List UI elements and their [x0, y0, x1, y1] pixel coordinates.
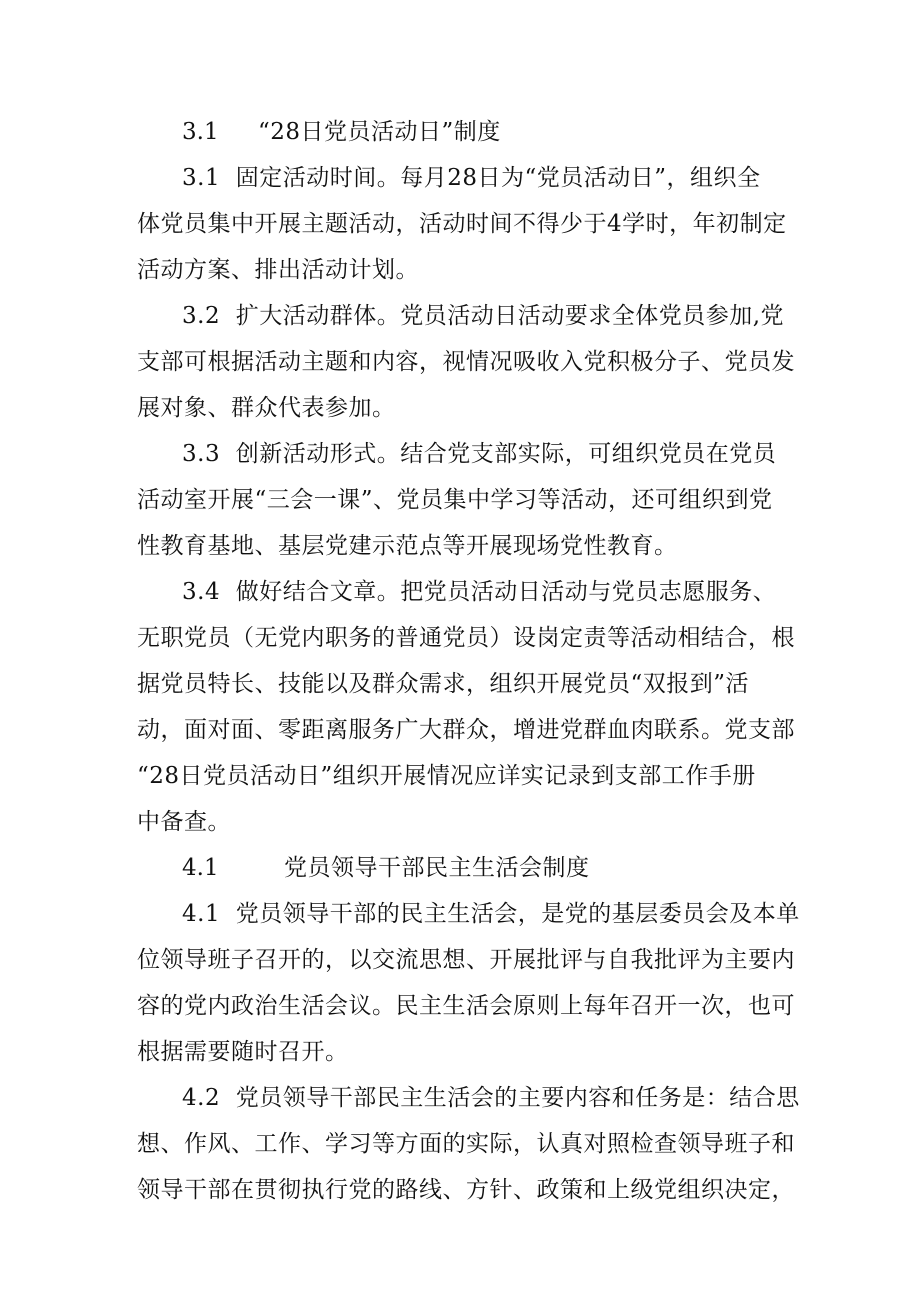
- paragraph-3-1-line-1: 3.1 固定活动时间。每月28日为“党员活动日”，组织全: [182, 165, 761, 191]
- section-3-heading-number: 3.1: [182, 119, 219, 145]
- paragraph-4-1-line-1: 4.1 党员领导干部的民主生活会，是党的基层委员会及本单: [182, 901, 800, 927]
- paragraph-4-1-line-3: 容的党内政治生活会议。民主生活会原则上每年召开一次，也可: [137, 993, 795, 1019]
- section-4-heading-number: 4.1: [182, 855, 219, 881]
- section-4-heading-title: 党员领导干部民主生活会制度: [284, 855, 590, 881]
- paragraph-3-4-line-4: 动，面对面、零距离服务广大群众，增进党群血肉联系。党支部: [137, 717, 795, 743]
- section-3-heading-title: “28日党员活动日”制度: [258, 119, 501, 145]
- paragraph-4-2-line-3: 领导干部在贯彻执行党的路线、方针、政策和上级党组织决定，: [137, 1177, 795, 1203]
- paragraph-3-1-line-2: 体党员集中开展主题活动，活动时间不得少于4学时，年初制定: [137, 211, 787, 237]
- paragraph-3-4-line-6: 中备查。: [137, 809, 231, 835]
- paragraph-4-2-line-1: 4.2 党员领导干部民主生活会的主要内容和任务是：结合思: [182, 1085, 800, 1111]
- paragraph-3-2-line-2: 支部可根据活动主题和内容，视情况吸收入党积极分子、党员发: [137, 349, 795, 375]
- paragraph-3-2-line-3: 展对象、群众代表参加。: [137, 395, 396, 421]
- paragraph-3-4-line-2: 无职党员（无党内职务的普通党员）设岗定责等活动相结合，根: [137, 625, 795, 651]
- paragraph-4-1-line-4: 根据需要随时召开。: [137, 1039, 349, 1065]
- paragraph-3-1-line-3: 活动方案、排出活动计划。: [137, 257, 419, 283]
- paragraph-3-4-line-1: 3.4 做好结合文章。把党员活动日活动与党员志愿服务、: [182, 579, 777, 605]
- paragraph-3-3-line-3: 性教育基地、基层党建示范点等开展现场党性教育。: [137, 533, 678, 559]
- paragraph-3-4-line-3: 据党员特长、技能以及群众需求，组织开展党员“双报到”活: [137, 671, 750, 697]
- paragraph-4-2-line-2: 想、作风、工作、学习等方面的实际，认真对照检查领导班子和: [137, 1131, 795, 1157]
- paragraph-4-1-line-2: 位领导班子召开的，以交流思想、开展批评与自我批评为主要内: [137, 947, 795, 973]
- paragraph-3-3-line-2: 活动室开展“三会一课”、党员集中学习等活动，还可组织到党: [137, 487, 773, 513]
- paragraph-3-4-line-5: “28日党员活动日”组织开展情况应详实记录到支部工作手册: [137, 763, 756, 789]
- paragraph-3-2-line-1: 3.2 扩大活动群体。党员活动日活动要求全体党员参加,党: [182, 303, 785, 329]
- paragraph-3-3-line-1: 3.3 创新活动形式。结合党支部实际，可组织党员在党员: [182, 441, 777, 467]
